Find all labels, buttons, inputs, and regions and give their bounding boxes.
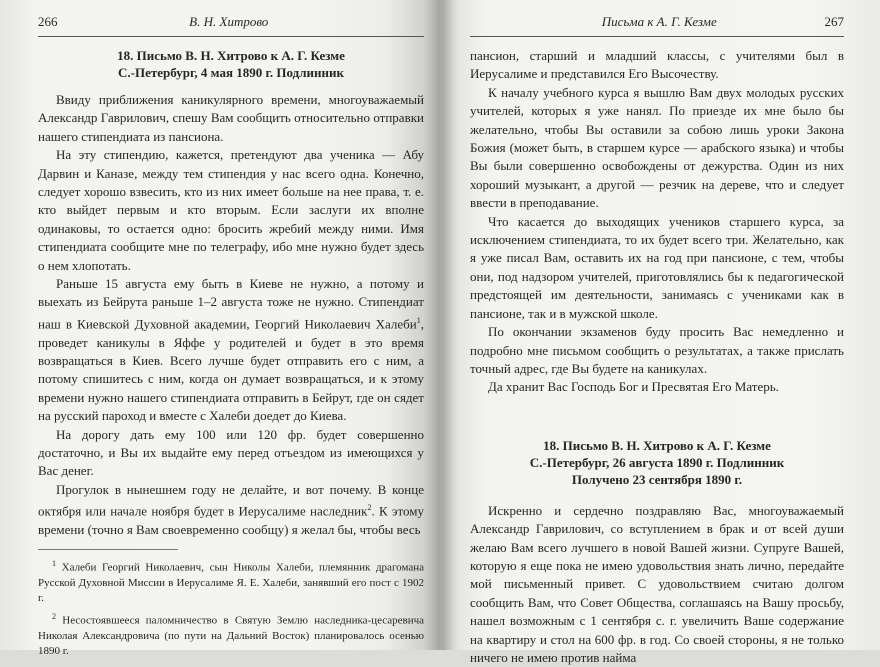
left-running-head: В. Н. Хитрово (189, 14, 269, 29)
footnote-mark: 2 (52, 612, 56, 622)
letter2-title-line-2: С.-Петербург, 26 августа 1890 г. Подлинник (529, 454, 785, 470)
letter2-title-line-3: Получено 23 сентября 1890 г. (571, 471, 743, 487)
letter2-title-line-1: 18. Письмо В. Н. Хитрово к А. Г. Кезме (543, 437, 771, 453)
left-page-number: 266 (38, 14, 58, 29)
paragraph: По окончании экзаменов буду просить Вас немедленно и подробно мне письмом сообщить о результатах, а также прислать точный адрес, где Вы будете на каникулах. (470, 324, 844, 376)
footnote-text: Несостоявшееся паломничество в Святую Землю наследника-цесаревича Николая Александровича (по пути на Дальний Восток) планировалось осенью 1890 г. (38, 614, 425, 657)
right-page-header (470, 14, 844, 37)
footnote-text: Халеби Георгий Николаевич, сын Николы Халеби, племянник драгомана Русской Духовной Миссии в Иерусалиме Я. Е. Халеби, занявший его пост с 1902 г. (38, 562, 425, 605)
paragraph-text: Раньше 15 августа ему быть в Киеве не нужно, а потому и выехать из Бейрута раньше 1–2 августа тоже не нужно. Стипендиат наш в Киевской Духовной академии, Георгий Николаевич Халеби (38, 276, 424, 332)
paragraph: пансион, старший и младший классы, с учителями был в Иерусалиме и представился Его Высочеству. (470, 48, 844, 82)
left-page (0, 0, 440, 657)
paragraph: Что касается до выходящих учеников старшего курса, за исключением стипендиата, то их будет всего три. Желательно, как я уже писал Вам, оставить их на год при пансионе, с тем, чтобы они, под надзором учителей, приготовлялись бы к педагогической предстоящей им деятельности, занимаясь с учениками как в пансионе, так и в мужской школе. (470, 213, 844, 321)
footnote-ref: 2 (367, 503, 372, 513)
paragraph: Искренно и сердечно поздравляю Вас, многоуважаемый Александр Гаврилович, со вступлением в брак и от всей души желаю Вам всего лучшего в новой Вашей жизни. Супруге Вашей, которую я еще пока не имею удовольствия знать лично, передайте мой письменный привет. С удовольствием считаю долгом сообщить Вам, что Совет Общества, соглашаясь на Вашу просьбу, нашел возможным с 1 сентября с. г. увеличить Ваше содержание на квартиру и стол на 600 фр. в год. Со своей стороны, я не только ничего не имею против найма (470, 502, 844, 665)
section-spacer (470, 397, 844, 431)
footnote (38, 556, 424, 606)
paragraph: Ввиду приближения каникулярного времени, многоуважаемый Александр Гаврилович, спешу Вам сообщить относительно отправки нашего стипендиата из пансиона. (38, 92, 424, 144)
paragraph-text: . К этому времени (точно я Вам своевременно сообщу) я желал бы, чтобы весь (38, 503, 424, 537)
right-running-head: Письма к А. Г. Кезме (601, 14, 717, 29)
left-page-header (38, 14, 424, 37)
footnote-rule (38, 549, 178, 556)
paragraph-text: , проведет каникулы в Яффе у родителей и будет в это время возвращаться в Киев. Всего лучше будет отправить его с ним, а потому спишитесь с ним, когда он думает возвращаться, и к этому времени нужно нашего стипендиата отправить в Бейрут, где он сядет на русский пароход и вместе с Халеби доедет до Киева. (38, 316, 424, 424)
letter-title-line-1: 18. Письмо В. Н. Хитрово к А. Г. Кезме (117, 48, 345, 63)
paragraph-text: Прогулок в нынешнем году не делайте, и вот почему. В конце октября или начале ноября будет в Иерусалиме наследник (38, 481, 424, 519)
paragraph: Да хранит Вас Господь Бог и Пресвятая Его Матерь. (488, 379, 779, 395)
paragraph: К началу учебного курса я вышлю Вам двух молодых русских учителей, которых я уже нанял. По приезде их мне было бы желательно, чтобы Вы оставили за собою лишь уроки Закона Божия (может быть, в старшем курсе — арабского языка) и чтобы Вы были совершенно освобождены от дежурства. Один из них хороший музыкант, а другой — резчик на дереве, что и следует ввести в преподавание. (470, 84, 844, 211)
letter-title-2 (470, 437, 844, 488)
paragraph: На эту стипендию, кажется, претендуют два ученика — Абу Дарвин и Каназе, между тем стипендия у нас всего одна. Конечно, следует хорошо взвесить, кто из них имеет больше на нее права, т. е. кто выйдет первым и кто вторым. Если заслуги их вполне одинаковы, то остается одно: бросить жребий между ними. Имя стипендиата сообщите мне по телеграфу, ибо мне нужно будет здесь о нем хлопотать. (38, 147, 424, 273)
letter-title-line-2: С.-Петербург, 4 мая 1890 г. Подлинник (118, 65, 344, 80)
right-page (440, 0, 880, 665)
paragraph (38, 481, 424, 540)
footnote-ref: 1 (416, 315, 421, 325)
paragraph: На дорогу дать ему 100 или 120 фр. будет совершенно достаточно, и Вы их выдайте ему перед отъездом из имеющихся у Вас денег. (38, 426, 424, 479)
paragraph (38, 275, 424, 426)
right-page-number: 267 (824, 14, 844, 29)
letter-title (38, 47, 424, 81)
footnote (38, 609, 424, 659)
footnote-mark: 1 (52, 559, 56, 569)
